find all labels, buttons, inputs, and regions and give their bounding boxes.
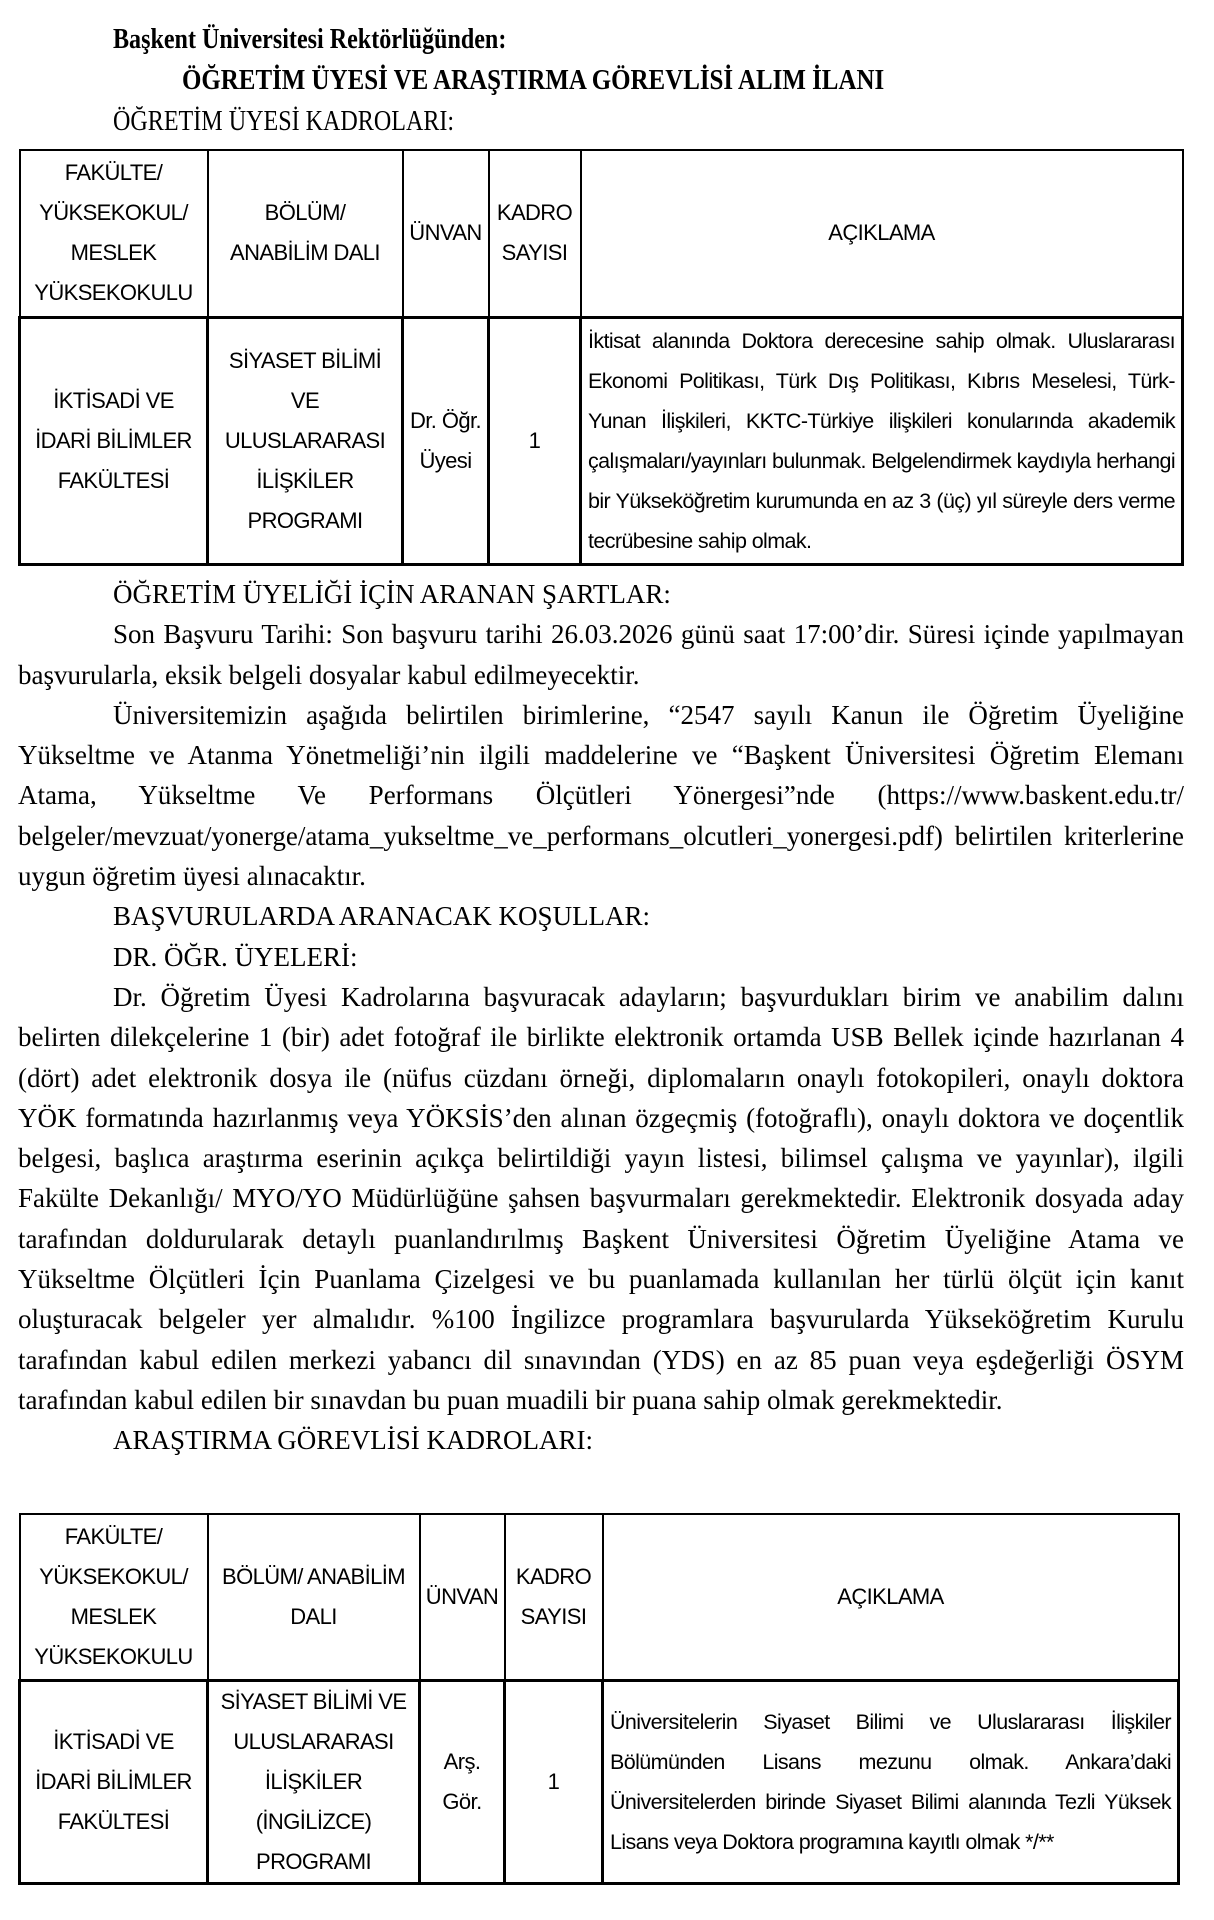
faculty-section-heading: ÖĞRETİM ÜYESİ KADROLARI: — [113, 106, 455, 137]
cell-title: Arş. Gör. — [420, 1680, 505, 1883]
col-header-department: BÖLÜM/ ANABİLİM DALI — [208, 1514, 420, 1680]
col-header-count: KADRO SAYISI — [505, 1514, 603, 1680]
col-header-faculty: FAKÜLTE/ YÜKSEKOKUL/ MESLEK YÜKSEKOKULU — [20, 1514, 208, 1680]
table-row — [20, 317, 1183, 564]
dr-heading: DR. ÖĞR. ÜYELERİ: — [113, 941, 358, 972]
col-header-title: ÜNVAN — [420, 1514, 505, 1680]
cell-department: SİYASET BİLİMİ VE ULUSLARARASI İLİŞKİLER (İNGİLİZCE) PROGRAMI — [208, 1680, 420, 1883]
cell-description: Üniversitelerin Siyaset Bilimi ve Uluslararası İlişkiler Bölümünden Lisans mezunu olmak. Ankara’daki Üniversitelerden birinde Siyaset Bilimi alanında Tezli Yüksek Lisans veya Doktora programına kayıtlı olmak */** — [603, 1680, 1179, 1883]
col-header-title: ÜNVAN — [403, 150, 489, 317]
col-header-description: AÇIKLAMA — [581, 150, 1183, 317]
table-header-row — [20, 150, 1183, 317]
col-header-department: BÖLÜM/ ANABİLİM DALI — [208, 150, 403, 317]
criteria-paragraph: Üniversitemizin aşağıda belirtilen birimlerine, “2547 sayılı Kanun ile Öğretim Üyeliğine Yükseltme ve Atanma Yönetmeliği’nin ilgili maddelerine ve “Başkent Üniversitesi Öğretim Elemanı Atama, Yükseltme Ve Performans Ölçütleri Yönergesi”nde (https://www.baskent.edu.tr/ belgeler/mevzuat/yonerge/atama_yukseltme_ve_performans_olcutleri_yonergesi.pdf) belirtilen kriterlerine uygun öğretim üyesi alınacaktır. — [18, 699, 1184, 892]
col-header-description: AÇIKLAMA — [603, 1514, 1179, 1680]
cell-count: 1 — [489, 317, 581, 564]
col-header-count: KADRO SAYISI — [489, 150, 581, 317]
faculty-positions-table — [18, 149, 1184, 566]
issuer-line: Başkent Üniversitesi Rektörlüğünden: — [113, 24, 507, 55]
regulation-link-text: belgeler/mevzuat/yonerge/atama_yukseltme_ve_performans_olcutleri_yonergesi.pdf) belirtilen kriterlerine uygun öğretim üyesi alınacaktır. — [18, 820, 1184, 892]
table-row — [20, 1680, 1179, 1883]
cell-description: İktisat alanında Doktora derecesine sahip olmak. Uluslararası Ekonomi Politikası, Türk Dış Politikası, Kıbrıs Meselesi, Türk-Yunan İlişkileri, KKTC-Türkiye ilişkileri konularında akademik çalışmaları/yayınları bulunmak. Belgelendirmek kaydıyla herhangi bir Yükseköğretim kurumunda en az 3 (üç) yıl süreyle ders verme tecrübesine sahip olmak. — [581, 317, 1183, 564]
requirements-heading: ÖĞRETİM ÜYELİĞİ İÇİN ARANAN ŞARTLAR: — [113, 579, 671, 609]
cell-title: Dr. Öğr. Üyesi — [403, 317, 489, 564]
table-header-row — [20, 1514, 1179, 1680]
deadline-paragraph: Son Başvuru Tarihi: Son başvuru tarihi 26.03.2026 günü saat 17:00’dir. Süresi içinde yapılmayan başvurularla, eksik belgeli dosyalar kabul edilmeyecektir. — [18, 619, 1184, 690]
page-title: ÖĞRETİM ÜYESİ VE ARAŞTIRMA GÖREVLİSİ ALIM İLANI — [182, 64, 885, 96]
assistant-positions-table — [18, 1513, 1180, 1885]
requirements-text — [18, 574, 1184, 1461]
cell-department: SİYASET BİLİMİ VE ULUSLARARASI İLİŞKİLER PROGRAMI — [208, 317, 403, 564]
cell-count: 1 — [505, 1680, 603, 1883]
col-header-faculty: FAKÜLTE/ YÜKSEKOKUL/ MESLEK YÜKSEKOKULU — [20, 150, 208, 317]
conditions-heading: BAŞVURULARDA ARANACAK KOŞULLAR: — [113, 901, 651, 932]
cell-faculty: İKTİSADİ VE İDARİ BİLİMLER FAKÜLTESİ — [20, 1680, 208, 1883]
dr-paragraph: Dr. Öğretim Üyesi Kadrolarına başvuracak adayların; başvurdukları birim ve anabilim dalını belirten dilekçelerine 1 (bir) adet fotoğraf ile birlikte elektronik ortamda USB Bellek içinde hazırlanan 4 (dört) adet elektronik dosya ile (nüfus cüzdanı örneği, diplomaların onaylı fotokopileri, onaylı doktora YÖK formatında hazırlanmış veya YÖKSİS’den alınan özgeçmiş (fotoğraflı), onaylı doktora ve doçentlik belgesi, başlıca araştırma eserinin açıkça belirtildiği yayın listesi, bilimsel çalışma ve yayınlar), ilgili Fakülte Dekanlığı/ MYO/YO Müdürlüğüne şahsen başvurmaları gerekmektedir. Elektronik dosyada aday tarafından doldurularak detaylı puanlandırılmış Başkent Üniversitesi Öğretim Üyeliğine Atama ve Yükseltme Ölçütleri İçin Puanlama Çizelgesi ve bu puanlamada kullanılan her türlü ölçüt için kanıt oluşturacak belgeler yer almalıdır. %100 İngilizce programlara başvurularda Yükseköğretim Kurulu tarafından kabul edilen merkezi yabancı dil sınavından (YDS) en az 85 puan veya eşdeğerliği ÖSYM tarafından kabul edilen bir sınavdan bu puan muadili bir puana sahip olmak gerekmektedir. — [18, 981, 1184, 1415]
cell-faculty: İKTİSADİ VE İDARİ BİLİMLER FAKÜLTESİ — [20, 317, 208, 564]
assistant-section-heading: ARAŞTIRMA GÖREVLİSİ KADROLARI: — [113, 1425, 594, 1456]
